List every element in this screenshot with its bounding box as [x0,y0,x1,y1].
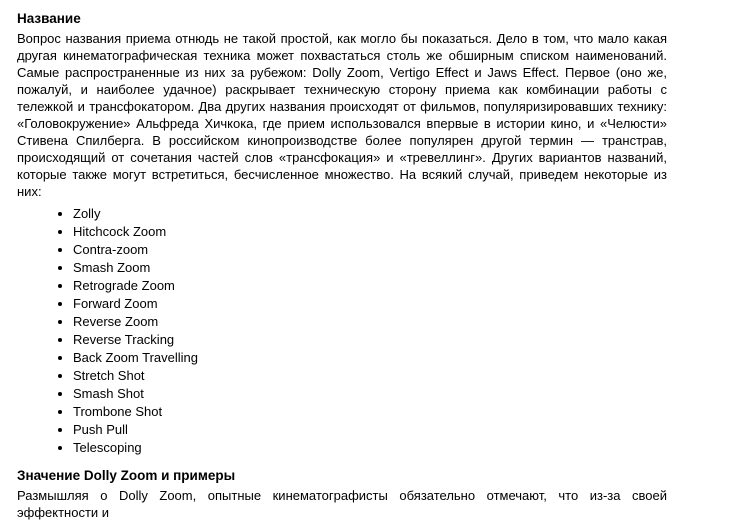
list-item: • Forward Zoom [73,295,667,313]
list-item: • Smash Shot [73,385,667,403]
list-item: • Telescoping [73,439,667,457]
list-item: • Retrograde Zoom [73,277,667,295]
list-item: • Reverse Zoom [73,313,667,331]
list-item: • Smash Zoom [73,259,667,277]
list-item: • Reverse Tracking [73,331,667,349]
list-item: • Hitchcock Zoom [73,223,667,241]
list-item: • Trombone Shot [73,403,667,421]
list-item: • Push Pull [73,421,667,439]
meaning-intro-paragraph: Размышляя о Dolly Zoom, опытные кинематографисты обязательно отмечают, что из-за своей эффектности и [17,488,667,520]
list-item: • Stretch Shot [73,367,667,385]
list-item: • Back Zoom Travelling [73,349,667,367]
name-intro-paragraph: Вопрос названия приема отнюдь не такой простой, как могло бы показаться. Дело в том, что мало какая другая кинематографическая техника может похвастаться столь же обширным списком наименований. Самые распространенные из них за рубежом: Dolly Zoom, Vertigo Effect и Jaws Effect. Первое (оно же, пожалуй, и наиболее удачное) раскрывает техническую сторону приема как комбинации работы с тележкой и трансфокатором. Два других названия происходят от фильмов, популяризировавших технику: «Головокружение» Альфреда Хичкока, где прием использовался впервые в истории кино, и «Челюсти» Стивена Спилберга. В российском кинопроизводстве более популярен другой термин — транстрав, происходящий от сочетания частей слов «трансфокация» и «тревеллинг». Других вариантов названий, которые также могут встретиться, бесчисленное множество. На всякий случай, приведем некоторые из них: [17,31,667,199]
list-item: • Zolly [73,205,667,223]
section-title-name: Название [17,11,81,26]
list-item: • Contra-zoom [73,241,667,259]
section-title-meaning: Значение Dolly Zoom и примеры [17,468,236,483]
name-variants-list [17,205,667,457]
